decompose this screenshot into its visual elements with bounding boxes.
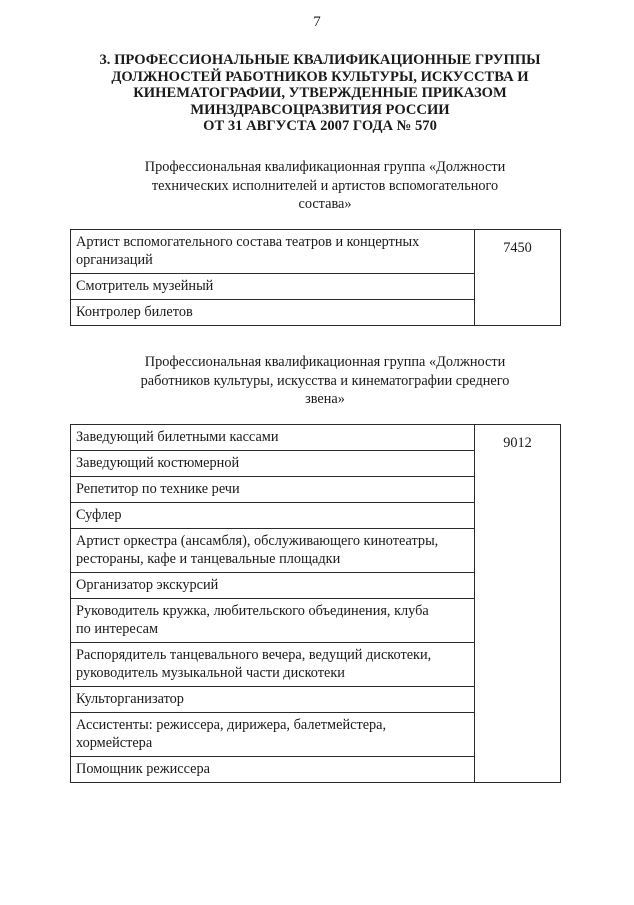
position-name: Культорганизатор xyxy=(76,691,184,707)
section-title-line: КИНЕМАТОГРАФИИ, УТВЕРЖДЕННЫЕ ПРИКАЗОМ xyxy=(133,85,507,101)
position-name: Смотритель музейный xyxy=(76,278,214,294)
position-cell xyxy=(71,599,475,643)
section-title-line: ДОЛЖНОСТЕЙ РАБОТНИКОВ КУЛЬТУРЫ, ИСКУССТВА И xyxy=(111,68,529,85)
group-heading-line: Профессиональная квалификационная группа «Должности xyxy=(144,354,506,370)
group-heading-middle-level xyxy=(60,353,590,409)
salary-cell: 9012 xyxy=(475,425,561,783)
position-name: организаций xyxy=(76,252,153,268)
position-cell xyxy=(71,477,475,503)
position-name: Контролер билетов xyxy=(76,304,193,320)
group-heading-line: работников культуры, искусства и кинематографии среднего xyxy=(140,372,510,389)
position-name: Организатор экскурсий xyxy=(76,577,219,593)
section-title-line: МИНЗДРАВСОЦРАЗВИТИЯ РОССИИ xyxy=(190,101,450,118)
position-cell xyxy=(71,274,475,300)
position-cell xyxy=(71,573,475,599)
position-cell xyxy=(71,425,475,451)
position-name: Заведующий костюмерной xyxy=(76,455,240,471)
position-cell xyxy=(71,451,475,477)
position-name: Артист вспомогательного состава театров и концертных xyxy=(76,234,420,250)
section-title-line: 3. ПРОФЕССИОНАЛЬНЫЕ КВАЛИФИКАЦИОННЫЕ ГРУППЫ xyxy=(99,52,541,68)
position-name: Ассистенты: режиссера, дирижера, балетмейстера, xyxy=(76,717,387,733)
position-name: Помощник режиссера xyxy=(76,761,210,777)
position-name: Репетитор по технике речи xyxy=(76,481,240,497)
position-cell xyxy=(71,643,475,687)
position-name: по интересам xyxy=(76,621,159,637)
group-heading-line: звена» xyxy=(305,391,345,407)
position-name: руководитель музыкальной части дискотеки xyxy=(76,665,345,681)
position-name: Суфлер xyxy=(76,507,122,523)
position-name: Заведующий билетными кассами xyxy=(76,429,279,445)
section-title-line: ОТ 31 АВГУСТА 2007 ГОДА № 570 xyxy=(203,118,437,134)
qualification-table-middle-level xyxy=(70,424,561,783)
position-cell xyxy=(71,503,475,529)
group-heading-line: технических исполнителей и артистов вспомогательного xyxy=(151,177,499,194)
section-title xyxy=(40,52,600,135)
position-name: хормейстера xyxy=(76,735,153,751)
position-cell xyxy=(71,529,475,573)
table-row xyxy=(71,230,561,274)
position-cell xyxy=(71,230,475,274)
group-heading-technical xyxy=(60,158,590,214)
position-cell xyxy=(71,713,475,757)
position-cell xyxy=(71,757,475,783)
position-name: рестораны, кафе и танцевальные площадки xyxy=(76,551,341,567)
group-heading-line: Профессиональная квалификационная группа «Должности xyxy=(144,159,506,175)
table-row xyxy=(71,425,561,451)
group-heading-line: состава» xyxy=(298,196,352,212)
position-cell xyxy=(71,300,475,326)
position-name: Артист оркестра (ансамбля), обслуживающего кинотеатры, xyxy=(76,533,439,549)
position-cell xyxy=(71,687,475,713)
qualification-table-technical xyxy=(70,229,561,326)
salary-cell: 7450 xyxy=(475,230,561,326)
position-name: Руководитель кружка, любительского объединения, клуба xyxy=(76,603,429,619)
page-number: 7 xyxy=(313,14,321,30)
position-name: Распорядитель танцевального вечера, ведущий дискотеки, xyxy=(76,647,432,663)
